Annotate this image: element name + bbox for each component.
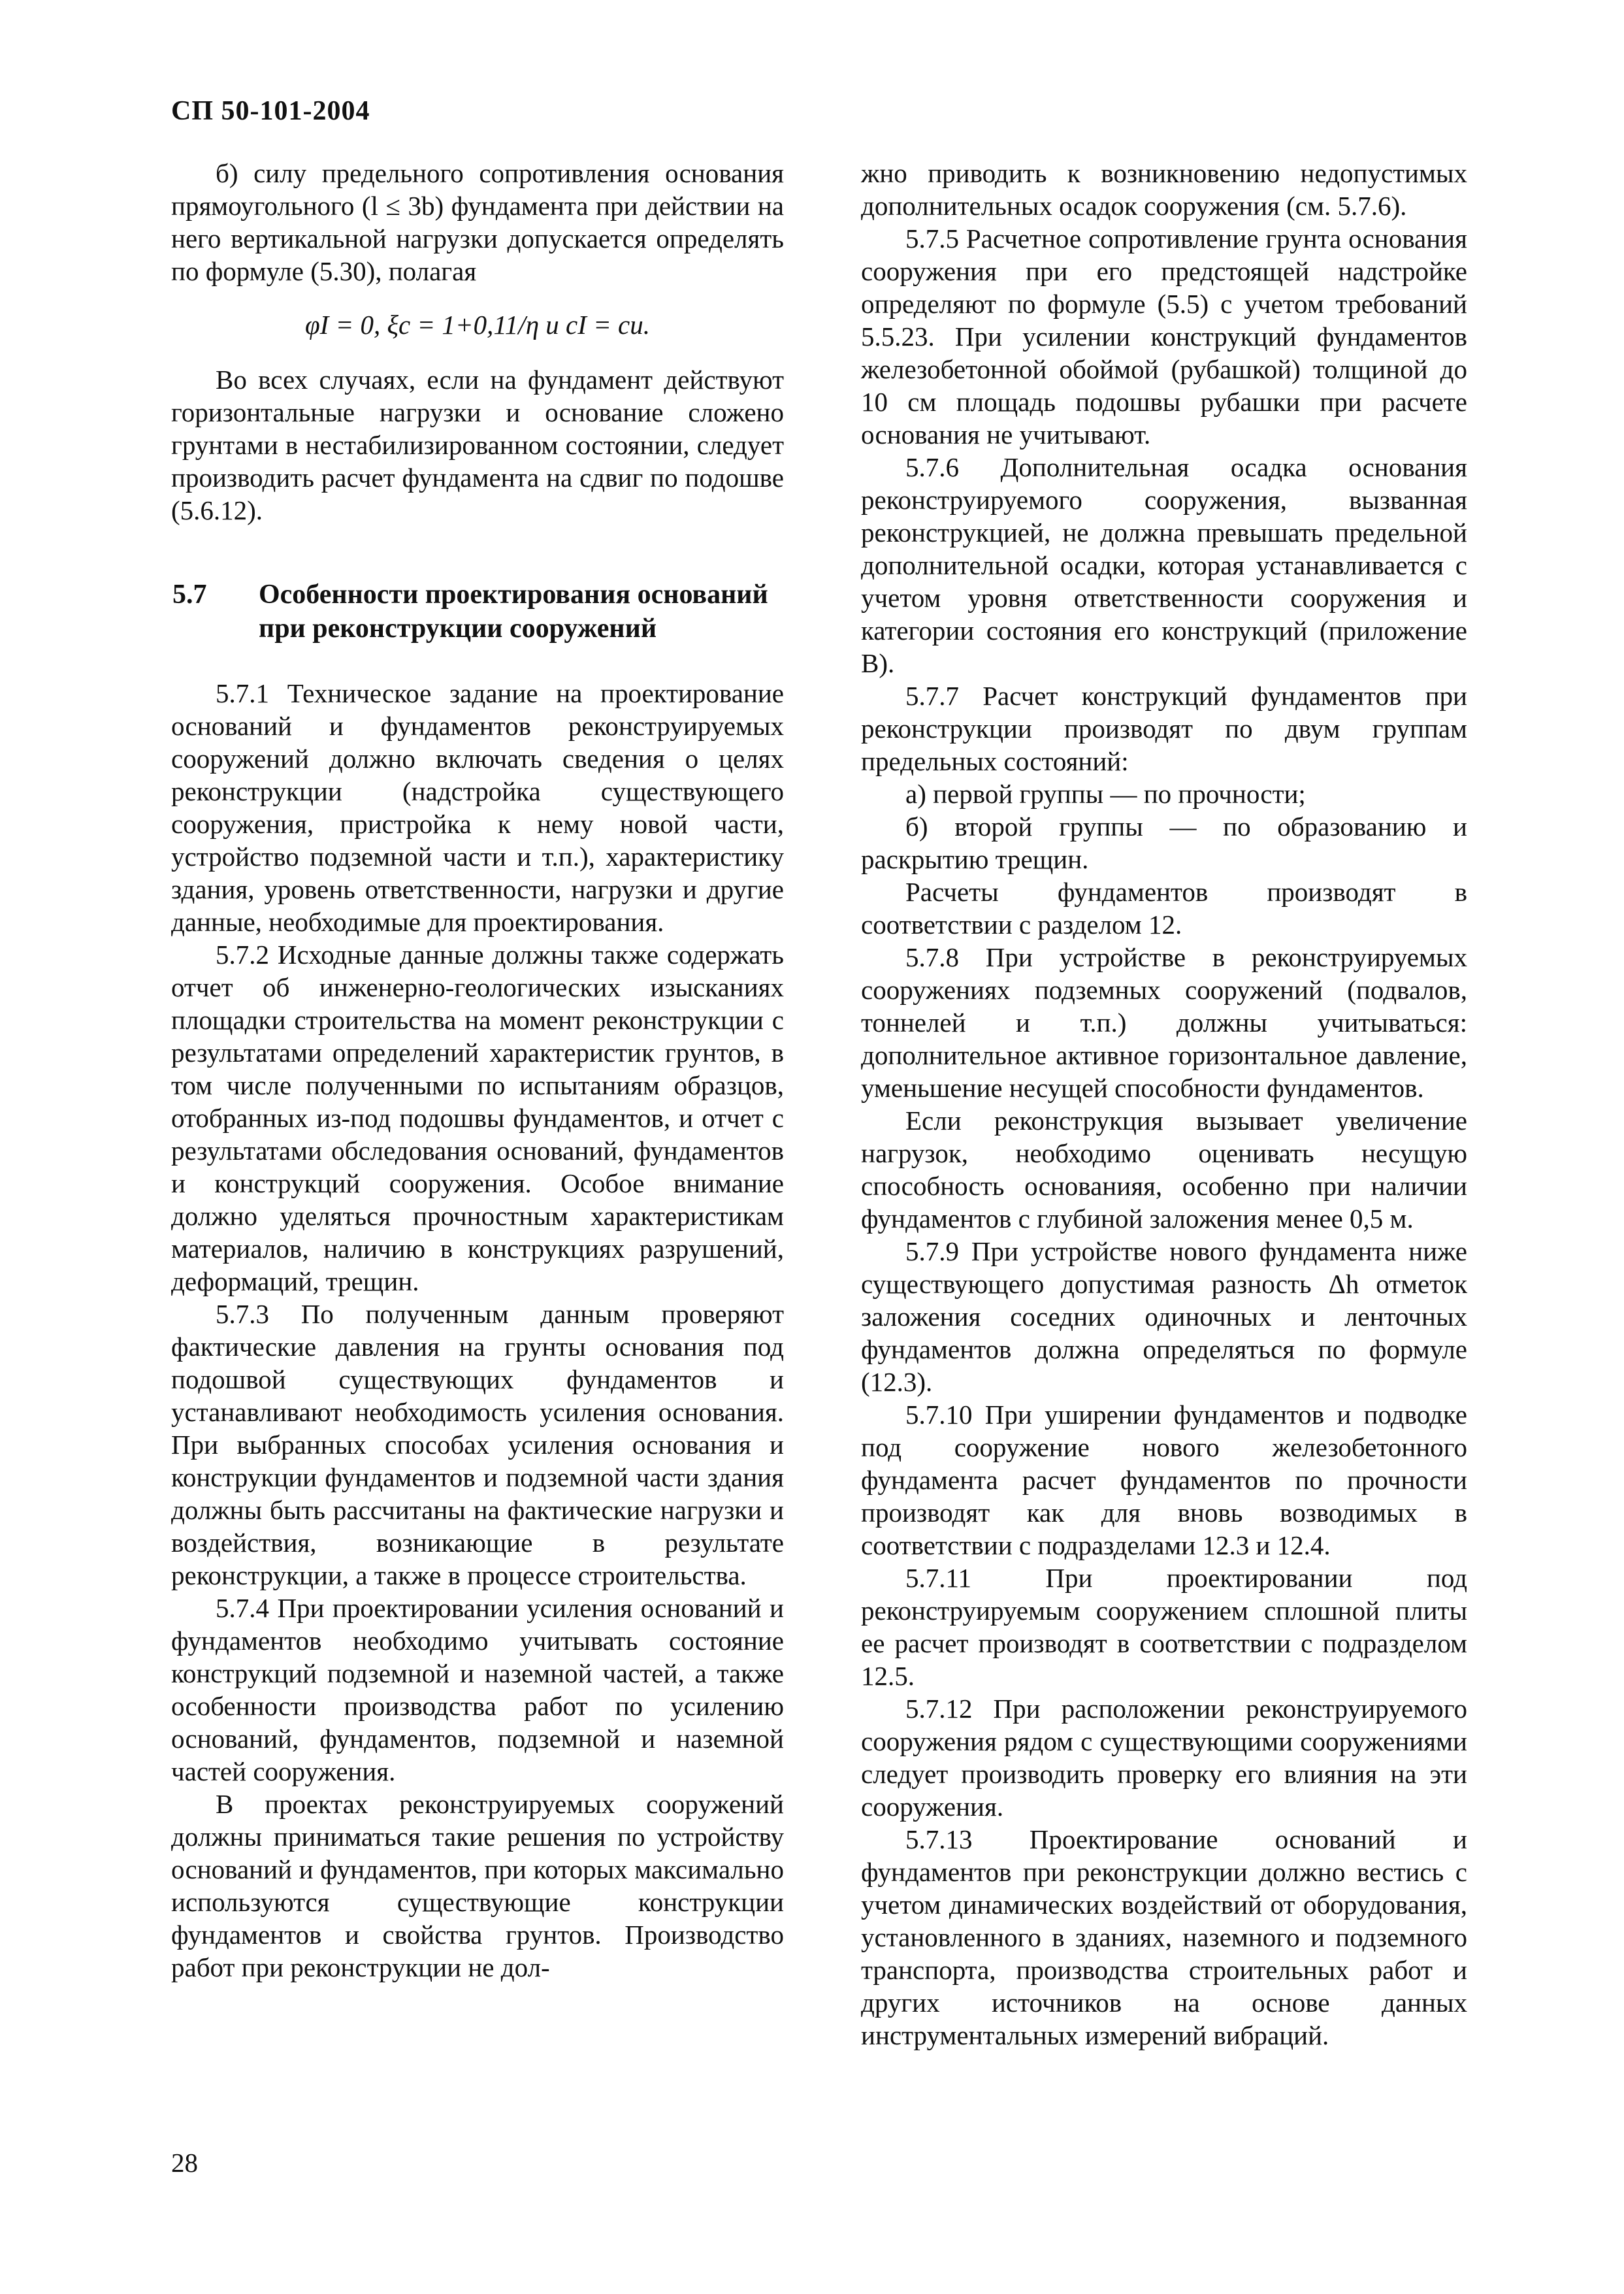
paragraph-5-7-10: 5.7.10 При уширении фундаментов и подводке под сооружение нового железобетонного фундамента расчет фундаментов по прочности производят как для вновь возводимых в соответствии с подразделами 12.3 и 12.4. xyxy=(861,1400,1467,1560)
list-item-b: б) второй группы — по образованию и раскрытию трещин. xyxy=(861,811,1467,874)
paragraph-reconstruction-projects: В проектах реконструируемых сооружений должны приниматься такие решения по устройству оснований и фундаментов, при которых максимально используются существующие конструкции фундаментов и свойства грунтов. Производство работ при реконструкции не дол- xyxy=(171,1789,784,1982)
document-code-header: СП 50-101-2004 xyxy=(171,96,370,126)
paragraph-b-bearing-capacity: б) силу предельного сопротивления основания прямоугольного (l ≤ 3b) фундамента при действии на него вертикальной нагрузки допускается определять по формуле (5.30), полагая xyxy=(171,158,784,286)
section-heading-5-7 xyxy=(172,578,784,646)
paragraph-5-7-7: 5.7.7 Расчет конструкций фундаментов при реконструкции производят по двум группам предельных состояний: xyxy=(861,681,1467,776)
paragraph-5-7-3: 5.7.3 По полученным данным проверяют фактические давления на грунты основания под подошвой существующих фундаментов и устанавливают необходимость усиления основания. При выбранных способах усиления основания и конструкции фундаментов и подземной части здания должны быть рассчитаны на фактические нагрузки и воздействия, возникающие в результате реконструкции, а также в процессе строительства. xyxy=(171,1299,784,1590)
left-column xyxy=(171,157,784,1984)
paragraph-horizontal-loads: Во всех случаях, если на фундамент действуют горизонтальные нагрузки и основание сложено грунтами в нестабилизированном состоянии, следует производить расчет фундамента на сдвиг по подошве (5.6.12). xyxy=(171,365,784,525)
page-number: 28 xyxy=(171,2148,198,2178)
paragraph-calculations: Расчеты фундаментов производят в соответствии с разделом 12. xyxy=(861,877,1467,940)
paragraph-5-7-12: 5.7.12 При расположении реконструируемого сооружения рядом с существующими сооружениями следует производить проверку его влияния на эти сооружения. xyxy=(861,1694,1467,1822)
paragraph-5-7-5: 5.7.5 Расчетное сопротивление грунта основания сооружения при его предстоящей надстройке определяют по формуле (5.5) с учетом требований 5.5.23. При усилении конструкций фундаментов железобетонной обоймой (рубашкой) толщиной до 10 см площадь подошвы рубашки при расчете основания не учитывают. xyxy=(861,223,1467,450)
paragraph-5-7-1: 5.7.1 Техническое задание на проектирование оснований и фундаментов реконструируемых сооружений должно включать сведения о целях реконструкции (надстройка существующего сооружения, пристройка к нему новой части, устройство подземной части и т.п.), характеристику здания, уровень ответственности, нагрузки и другие данные, необходимые для проектирования. xyxy=(171,678,784,937)
section-title: Особенности проектирования оснований при реконструкции сооружений xyxy=(259,580,768,644)
list-item-a: а) первой группы — по прочности; xyxy=(905,779,1306,809)
paragraph-continuation: жно приводить к возникновению недопустимых дополнительных осадок сооружения (см. 5.7.6). xyxy=(861,158,1467,221)
right-column xyxy=(861,157,1467,2052)
formula-line: φI = 0, ξc = 1+0,11/η и cI = cu. xyxy=(305,310,650,340)
paragraph-5-7-9: 5.7.9 При устройстве нового фундамента ниже существующего допустимая разность Δh отметок заложения соседних одиночных и ленточных фундаментов должна определяться по формуле (12.3). xyxy=(861,1236,1467,1397)
paragraph-5-7-4: 5.7.4 При проектировании усиления оснований и фундаментов необходимо учитывать состояние конструкций подземной и наземной частей, а также особенности производства работ по усилению оснований, фундаментов, подземной и наземной частей сооружения. xyxy=(171,1593,784,1786)
paragraph-5-7-2: 5.7.2 Исходные данные должны также содержать отчет об инженерно-геологических изысканиях площадки строительства на момент реконструкции с результатами определений характеристик грунтов, в том числе полученными по испытаниям образцов, отобранных из-под подошвы фундаментов, и отчет с результатами обследования оснований, фундаментов и конструкций сооружения. Особое внимание должно уделяться прочностным характеристикам материалов, наличию в конструкциях разрушений, деформаций, трещин. xyxy=(171,940,784,1296)
paragraph-5-7-6: 5.7.6 Дополнительная осадка основания реконструируемого сооружения, вызванная реконструкцией, не должна превышать предельной дополнительной осадки, которая устанавливается с учетом уровня ответственности сооружения и категории состояния его конструкций (приложение В). xyxy=(861,452,1467,678)
paragraph-5-7-13: 5.7.13 Проектирование оснований и фундаментов при реконструкции должно вестись с учетом динамических воздействий от оборудования, установленного в зданиях, наземного и подземного транспорта, производства строительных работ и других источников на основе данных инструментальных измерений вибраций. xyxy=(861,1824,1467,2050)
paragraph-5-7-11: 5.7.11 При проектировании под реконструируемым сооружением сплошной плиты ее расчет производят в соответствии с подразделом 12.5. xyxy=(861,1563,1467,1691)
section-number: 5.7 xyxy=(172,580,207,610)
paragraph-5-7-8: 5.7.8 При устройстве в реконструируемых сооружениях подземных сооружений (подвалов, тоннелей и т.п.) должны учитываться: дополнительное активное горизонтальное давление, уменьшение несущей способности фундаментов. xyxy=(861,942,1467,1103)
paragraph-load-increase: Если реконструкция вызывает увеличение нагрузок, необходимо оценивать несущую способность основанияя, особенно при наличии фундаментов с глубиной заложения менее 0,5 м. xyxy=(861,1106,1467,1234)
